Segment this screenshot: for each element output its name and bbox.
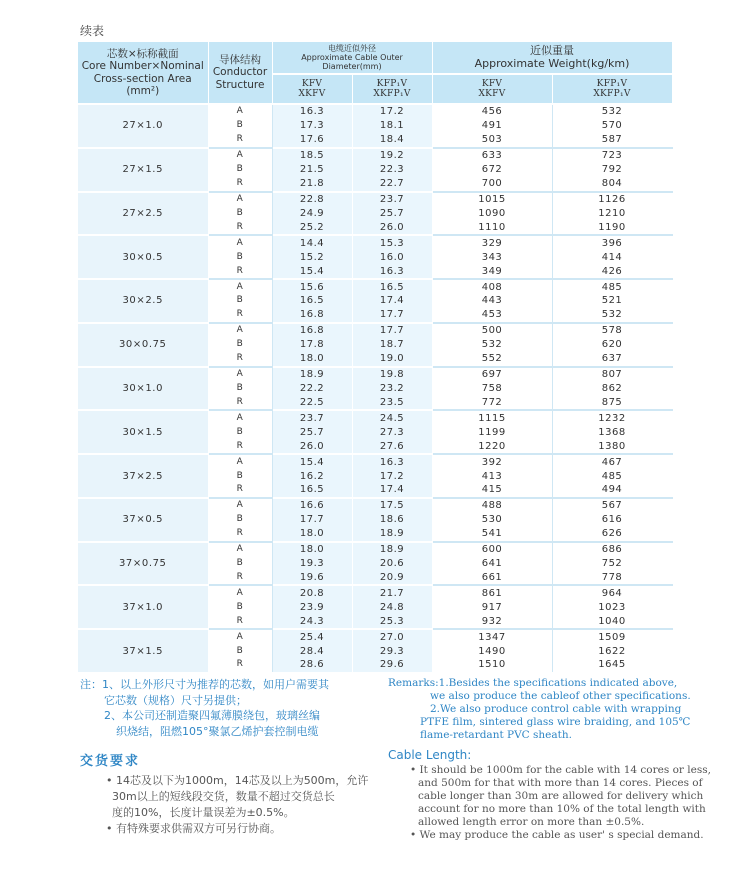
diameter-kfp1v-cell: 19.0	[352, 352, 432, 367]
notes-en-line: 2.We also produce control cable with wrapping	[430, 703, 682, 715]
weight-kfp1v-cell: 637	[552, 352, 672, 367]
weight-kfp1v-cell: 1232	[552, 410, 672, 425]
delivery-zh-line: 30m以上的短线段交货，数量不超过交货总长	[112, 790, 335, 803]
conductor-type-cell: B	[208, 644, 272, 658]
conductor-type-cell: A	[208, 192, 272, 207]
core-size-cell: 37×0.5	[78, 498, 208, 542]
diameter-kfp1v-cell: 17.5	[352, 498, 432, 513]
diameter-kfp1v-cell: 17.4	[352, 483, 432, 498]
weight-kfv-cell: 932	[432, 614, 552, 629]
weight-kfv-cell: 772	[432, 395, 552, 410]
weight-kfv-cell: 491	[432, 119, 552, 133]
weight-kfv-cell: 1110	[432, 220, 552, 235]
conductor-type-cell: B	[208, 469, 272, 483]
weight-kfv-cell: 488	[432, 498, 552, 513]
diameter-kfp1v-cell: 16.0	[352, 250, 432, 264]
conductor-type-cell: B	[208, 338, 272, 352]
weight-kfp1v-cell: 1040	[552, 614, 672, 629]
weight-kfp1v-cell: 1190	[552, 220, 672, 235]
delivery-en	[388, 748, 711, 842]
conductor-type-cell: B	[208, 425, 272, 439]
weight-kfv-cell: 700	[432, 177, 552, 192]
weight-kfp1v-cell: 964	[552, 585, 672, 600]
core-size-cell: 30×0.5	[78, 235, 208, 279]
diameter-kfv-cell: 17.6	[272, 133, 352, 148]
conductor-type-cell: A	[208, 323, 272, 338]
diameter-kfp1v-cell: 19.8	[352, 367, 432, 382]
diameter-kfp1v-cell: 27.0	[352, 629, 432, 644]
diameter-kfp1v-cell: 29.3	[352, 644, 432, 658]
conductor-type-cell: R	[208, 352, 272, 367]
weight-kfp1v-cell: 485	[552, 469, 672, 483]
header-weight-zh: 近似重量	[530, 43, 574, 57]
diameter-kfp1v-cell: 17.7	[352, 308, 432, 323]
weight-kfv-cell: 758	[432, 382, 552, 396]
weight-kfv-cell: 1490	[432, 644, 552, 658]
core-size-cell: 27×2.5	[78, 192, 208, 236]
conductor-type-cell: R	[208, 439, 272, 454]
diameter-kfv-cell: 18.9	[272, 367, 352, 382]
table-body	[78, 104, 672, 672]
diameter-kfp1v-cell: 17.2	[352, 104, 432, 119]
diameter-kfv-cell: 17.7	[272, 513, 352, 527]
core-size-cell: 30×1.0	[78, 367, 208, 411]
diameter-kfv-cell: 25.7	[272, 425, 352, 439]
conductor-type-cell: A	[208, 498, 272, 513]
weight-kfv-cell: 1015	[432, 192, 552, 207]
weight-kfp1v-cell: 620	[552, 338, 672, 352]
conductor-type-cell: R	[208, 177, 272, 192]
weight-kfp1v-cell: 1210	[552, 206, 672, 220]
diameter-kfv-cell: 16.5	[272, 294, 352, 308]
table-row	[78, 235, 672, 250]
delivery-en-line: • It should be 1000m for the cable with 14 cores or less,	[410, 764, 711, 776]
header-conductor	[208, 42, 272, 104]
weight-kfv-cell: 552	[432, 352, 552, 367]
weight-kfp1v-cell: 1645	[552, 658, 672, 672]
weight-kfp1v-cell: 570	[552, 119, 672, 133]
notes-en-line: we also produce the cableof other specifications.	[430, 690, 691, 702]
weight-kfp1v-cell: 1622	[552, 644, 672, 658]
diameter-kfv-cell: 16.8	[272, 308, 352, 323]
conductor-type-cell: A	[208, 454, 272, 469]
weight-kfp1v-cell: 532	[552, 308, 672, 323]
notes-en	[388, 677, 698, 742]
weight-kfv-cell: 1510	[432, 658, 552, 672]
table-row	[78, 410, 672, 425]
conductor-type-cell: A	[208, 148, 272, 163]
conductor-type-cell: R	[208, 264, 272, 279]
conductor-type-cell: B	[208, 163, 272, 177]
table-header	[78, 42, 672, 104]
header-size-en2: Cross-section Area	[93, 72, 192, 85]
weight-kfv-cell: 415	[432, 483, 552, 498]
conductor-type-cell: A	[208, 279, 272, 294]
weight-kfv-cell: 532	[432, 338, 552, 352]
sub-header-diameter-kfp1v: KFP₁V XKFP₁V	[352, 74, 432, 104]
weight-kfp1v-cell: 578	[552, 323, 672, 338]
notes-en-line: Remarks:1.Besides the specifications indicated above,	[388, 677, 678, 689]
weight-kfp1v-cell: 752	[552, 557, 672, 571]
delivery-en-line: allowed length error on more than ±0.5%.	[418, 816, 645, 828]
diameter-kfp1v-cell: 20.6	[352, 557, 432, 571]
weight-kfp1v-cell: 396	[552, 235, 672, 250]
diameter-kfv-cell: 18.0	[272, 542, 352, 557]
weight-kfv-cell: 503	[432, 133, 552, 148]
weight-kfp1v-cell: 1368	[552, 425, 672, 439]
weight-kfp1v-cell: 626	[552, 527, 672, 542]
diameter-kfp1v-cell: 18.7	[352, 338, 432, 352]
weight-kfv-cell: 443	[432, 294, 552, 308]
header-size-zh: 芯数×标称截面	[106, 48, 179, 61]
weight-kfp1v-cell: 1126	[552, 192, 672, 207]
diameter-kfp1v-cell: 25.3	[352, 614, 432, 629]
core-size-cell: 30×1.5	[78, 410, 208, 454]
diameter-kfv-cell: 15.4	[272, 454, 352, 469]
header-weight	[432, 42, 672, 74]
table-row	[78, 323, 672, 338]
weight-kfp1v-cell: 723	[552, 148, 672, 163]
diameter-kfv-cell: 22.8	[272, 192, 352, 207]
conductor-type-cell: R	[208, 614, 272, 629]
delivery-zh-title: 交货要求	[80, 754, 141, 769]
header-size-en1: Core Number×Nominal	[81, 60, 204, 73]
notes-zh-line: 它芯数（规格）尺寸另提供；	[104, 693, 247, 707]
notes-en-line: flame-retardant PVC sheath.	[420, 729, 572, 741]
diameter-kfp1v-cell: 23.5	[352, 395, 432, 410]
conductor-type-cell: B	[208, 557, 272, 571]
diameter-kfv-cell: 21.8	[272, 177, 352, 192]
diameter-kfv-cell: 15.4	[272, 264, 352, 279]
delivery-en-line: cable longer than 30m are allowed for delivery which	[418, 790, 704, 802]
conductor-type-cell: R	[208, 395, 272, 410]
diameter-kfv-cell: 17.3	[272, 119, 352, 133]
conductor-type-cell: R	[208, 483, 272, 498]
diameter-kfp1v-cell: 24.8	[352, 600, 432, 614]
weight-kfv-cell: 541	[432, 527, 552, 542]
diameter-kfv-cell: 18.5	[272, 148, 352, 163]
core-size-cell: 30×0.75	[78, 323, 208, 367]
conductor-type-cell: R	[208, 527, 272, 542]
weight-kfp1v-cell: 616	[552, 513, 672, 527]
weight-kfv-cell: 633	[432, 148, 552, 163]
conductor-type-cell: R	[208, 220, 272, 235]
diameter-kfv-cell: 22.2	[272, 382, 352, 396]
weight-kfv-cell: 1347	[432, 629, 552, 644]
delivery-zh	[80, 750, 380, 837]
table-row	[78, 454, 672, 469]
weight-kfp1v-cell: 686	[552, 542, 672, 557]
diameter-kfp1v-cell: 16.3	[352, 264, 432, 279]
diameter-kfp1v-cell: 27.6	[352, 439, 432, 454]
notes-zh-line: 2、本公司还制造聚四氟薄膜绕包，玻璃丝编	[104, 709, 320, 722]
diameter-kfp1v-cell: 18.9	[352, 527, 432, 542]
weight-kfv-cell: 641	[432, 557, 552, 571]
diameter-kfv-cell: 16.5	[272, 483, 352, 498]
diameter-kfp1v-cell: 18.9	[352, 542, 432, 557]
header-weight-en: Approximate Weight(kg/km)	[474, 56, 630, 70]
conductor-type-cell: A	[208, 585, 272, 600]
weight-kfp1v-cell: 807	[552, 367, 672, 382]
diameter-kfp1v-cell: 17.2	[352, 469, 432, 483]
table-row	[78, 279, 672, 294]
diameter-kfp1v-cell: 27.3	[352, 425, 432, 439]
diameter-kfv-cell: 15.2	[272, 250, 352, 264]
table-row	[78, 104, 672, 119]
diameter-kfp1v-cell: 22.3	[352, 163, 432, 177]
conductor-type-cell: A	[208, 542, 272, 557]
diameter-kfv-cell: 25.4	[272, 629, 352, 644]
notes-en-line: PTFE film, sintered glass wire braiding, and 105℃	[420, 716, 691, 728]
diameter-kfv-cell: 28.6	[272, 658, 352, 672]
header-conductor-zh: 导体结构	[219, 54, 261, 67]
weight-kfp1v-cell: 532	[552, 104, 672, 119]
diameter-kfv-cell: 23.7	[272, 410, 352, 425]
header-diameter-zh: 电缆近似外径	[328, 43, 376, 53]
diameter-kfp1v-cell: 16.5	[352, 279, 432, 294]
conductor-type-cell: B	[208, 382, 272, 396]
diameter-kfp1v-cell: 18.6	[352, 513, 432, 527]
diameter-kfp1v-cell: 23.2	[352, 382, 432, 396]
conductor-type-cell: A	[208, 629, 272, 644]
diameter-kfp1v-cell: 21.7	[352, 585, 432, 600]
weight-kfp1v-cell: 875	[552, 395, 672, 410]
weight-kfp1v-cell: 521	[552, 294, 672, 308]
weight-kfv-cell: 697	[432, 367, 552, 382]
diameter-kfp1v-cell: 25.7	[352, 206, 432, 220]
diameter-kfv-cell: 16.8	[272, 323, 352, 338]
weight-kfp1v-cell: 862	[552, 382, 672, 396]
weight-kfp1v-cell: 587	[552, 133, 672, 148]
header-conductor-en1: Conductor	[212, 66, 268, 79]
weight-kfv-cell: 408	[432, 279, 552, 294]
diameter-kfv-cell: 28.4	[272, 644, 352, 658]
continued-label: 续表	[80, 24, 105, 38]
header-diameter-en: Approximate Cable Outer Diameter(mm)	[301, 52, 403, 72]
diameter-kfv-cell: 23.9	[272, 600, 352, 614]
diameter-kfp1v-cell: 15.3	[352, 235, 432, 250]
diameter-kfv-cell: 16.3	[272, 104, 352, 119]
conductor-type-cell: A	[208, 235, 272, 250]
diameter-kfv-cell: 21.5	[272, 163, 352, 177]
core-size-cell: 27×1.0	[78, 104, 208, 148]
conductor-type-cell: R	[208, 133, 272, 148]
core-size-cell: 27×1.5	[78, 148, 208, 192]
core-size-cell: 37×0.75	[78, 542, 208, 586]
weight-kfp1v-cell: 414	[552, 250, 672, 264]
conductor-type-cell: B	[208, 294, 272, 308]
delivery-zh-line: • 有特殊要求供需双方可另行协商。	[106, 822, 281, 835]
weight-kfv-cell: 453	[432, 308, 552, 323]
diameter-kfp1v-cell: 17.7	[352, 323, 432, 338]
weight-kfv-cell: 1115	[432, 410, 552, 425]
weight-kfv-cell: 861	[432, 585, 552, 600]
notes-zh-line: 织烧结，阻燃105°聚氯乙烯护套控制电缆	[116, 724, 319, 738]
diameter-kfv-cell: 25.2	[272, 220, 352, 235]
delivery-en-line: account for no more than 10% of the total length with	[418, 803, 706, 815]
diameter-kfv-cell: 16.6	[272, 498, 352, 513]
diameter-kfp1v-cell: 22.7	[352, 177, 432, 192]
weight-kfv-cell: 456	[432, 104, 552, 119]
header-size	[78, 42, 208, 104]
table-row	[78, 585, 672, 600]
weight-kfv-cell: 349	[432, 264, 552, 279]
diameter-kfp1v-cell: 20.9	[352, 571, 432, 586]
diameter-kfv-cell: 17.8	[272, 338, 352, 352]
diameter-kfv-cell: 22.5	[272, 395, 352, 410]
table-row	[78, 148, 672, 163]
conductor-type-cell: B	[208, 206, 272, 220]
weight-kfp1v-cell: 426	[552, 264, 672, 279]
delivery-zh-line: 度的10%，长度计量误差为±0.5%。	[112, 806, 295, 819]
core-size-cell: 37×1.5	[78, 629, 208, 672]
weight-kfp1v-cell: 792	[552, 163, 672, 177]
table-row	[78, 629, 672, 644]
weight-kfv-cell: 1220	[432, 439, 552, 454]
weight-kfv-cell: 530	[432, 513, 552, 527]
diameter-kfv-cell: 26.0	[272, 439, 352, 454]
weight-kfp1v-cell: 1023	[552, 600, 672, 614]
diameter-kfv-cell: 14.4	[272, 235, 352, 250]
diameter-kfp1v-cell: 17.4	[352, 294, 432, 308]
core-size-cell: 37×1.0	[78, 585, 208, 629]
conductor-type-cell: R	[208, 658, 272, 672]
diameter-kfp1v-cell: 26.0	[352, 220, 432, 235]
conductor-type-cell: B	[208, 513, 272, 527]
diameter-kfv-cell: 18.0	[272, 352, 352, 367]
weight-kfv-cell: 600	[432, 542, 552, 557]
core-size-cell: 37×2.5	[78, 454, 208, 498]
diameter-kfv-cell: 24.9	[272, 206, 352, 220]
conductor-type-cell: A	[208, 410, 272, 425]
diameter-kfv-cell: 15.6	[272, 279, 352, 294]
diameter-kfp1v-cell: 18.1	[352, 119, 432, 133]
conductor-type-cell: R	[208, 308, 272, 323]
notes-zh-line: 注：1、以上外形尺寸为推荐的芯数，如用户需要其	[80, 678, 329, 691]
delivery-en-line: • We may produce the cable as user' s special demand.	[410, 829, 704, 841]
diameter-kfv-cell: 16.2	[272, 469, 352, 483]
delivery-en-title: Cable Length:	[388, 748, 472, 762]
conductor-type-cell: B	[208, 119, 272, 133]
core-size-cell: 30×2.5	[78, 279, 208, 323]
diameter-kfp1v-cell: 16.3	[352, 454, 432, 469]
spec-table	[78, 42, 673, 672]
table-row	[78, 498, 672, 513]
diameter-kfv-cell: 19.3	[272, 557, 352, 571]
diameter-kfp1v-cell: 29.6	[352, 658, 432, 672]
weight-kfp1v-cell: 1509	[552, 629, 672, 644]
diameter-kfp1v-cell: 24.5	[352, 410, 432, 425]
conductor-type-cell: B	[208, 250, 272, 264]
diameter-kfp1v-cell: 19.2	[352, 148, 432, 163]
header-size-unit: (mm²)	[126, 84, 160, 97]
weight-kfv-cell: 917	[432, 600, 552, 614]
weight-kfp1v-cell: 804	[552, 177, 672, 192]
conductor-type-cell: A	[208, 104, 272, 119]
delivery-en-line: and 500m for that with more than 14 cores. Pieces of	[418, 777, 703, 789]
notes-zh	[80, 677, 380, 739]
weight-kfv-cell: 413	[432, 469, 552, 483]
weight-kfp1v-cell: 778	[552, 571, 672, 586]
table-row	[78, 367, 672, 382]
sub-header-weight-kfv: KFV XKFV	[432, 74, 552, 104]
weight-kfv-cell: 392	[432, 454, 552, 469]
weight-kfp1v-cell: 485	[552, 279, 672, 294]
diameter-kfv-cell: 20.8	[272, 585, 352, 600]
diameter-kfv-cell: 24.3	[272, 614, 352, 629]
weight-kfv-cell: 672	[432, 163, 552, 177]
conductor-type-cell: R	[208, 571, 272, 586]
table-row	[78, 192, 672, 207]
weight-kfp1v-cell: 494	[552, 483, 672, 498]
diameter-kfp1v-cell: 23.7	[352, 192, 432, 207]
conductor-type-cell: A	[208, 367, 272, 382]
weight-kfv-cell: 500	[432, 323, 552, 338]
weight-kfp1v-cell: 1380	[552, 439, 672, 454]
header-diameter	[272, 42, 432, 74]
weight-kfv-cell: 343	[432, 250, 552, 264]
weight-kfp1v-cell: 567	[552, 498, 672, 513]
weight-kfv-cell: 329	[432, 235, 552, 250]
conductor-type-cell: B	[208, 600, 272, 614]
delivery-zh-line: • 14芯及以下为1000m，14芯及以上为500m，允许	[106, 774, 369, 787]
diameter-kfv-cell: 18.0	[272, 527, 352, 542]
header-conductor-en2: Structure	[215, 78, 265, 91]
weight-kfv-cell: 1199	[432, 425, 552, 439]
diameter-kfv-cell: 19.6	[272, 571, 352, 586]
sub-header-diameter-kfv: KFV XKFV	[272, 74, 352, 104]
table-row	[78, 542, 672, 557]
weight-kfv-cell: 661	[432, 571, 552, 586]
sub-header-weight-kfp1v: KFP₁V XKFP₁V	[552, 74, 672, 104]
weight-kfv-cell: 1090	[432, 206, 552, 220]
diameter-kfp1v-cell: 18.4	[352, 133, 432, 148]
weight-kfp1v-cell: 467	[552, 454, 672, 469]
